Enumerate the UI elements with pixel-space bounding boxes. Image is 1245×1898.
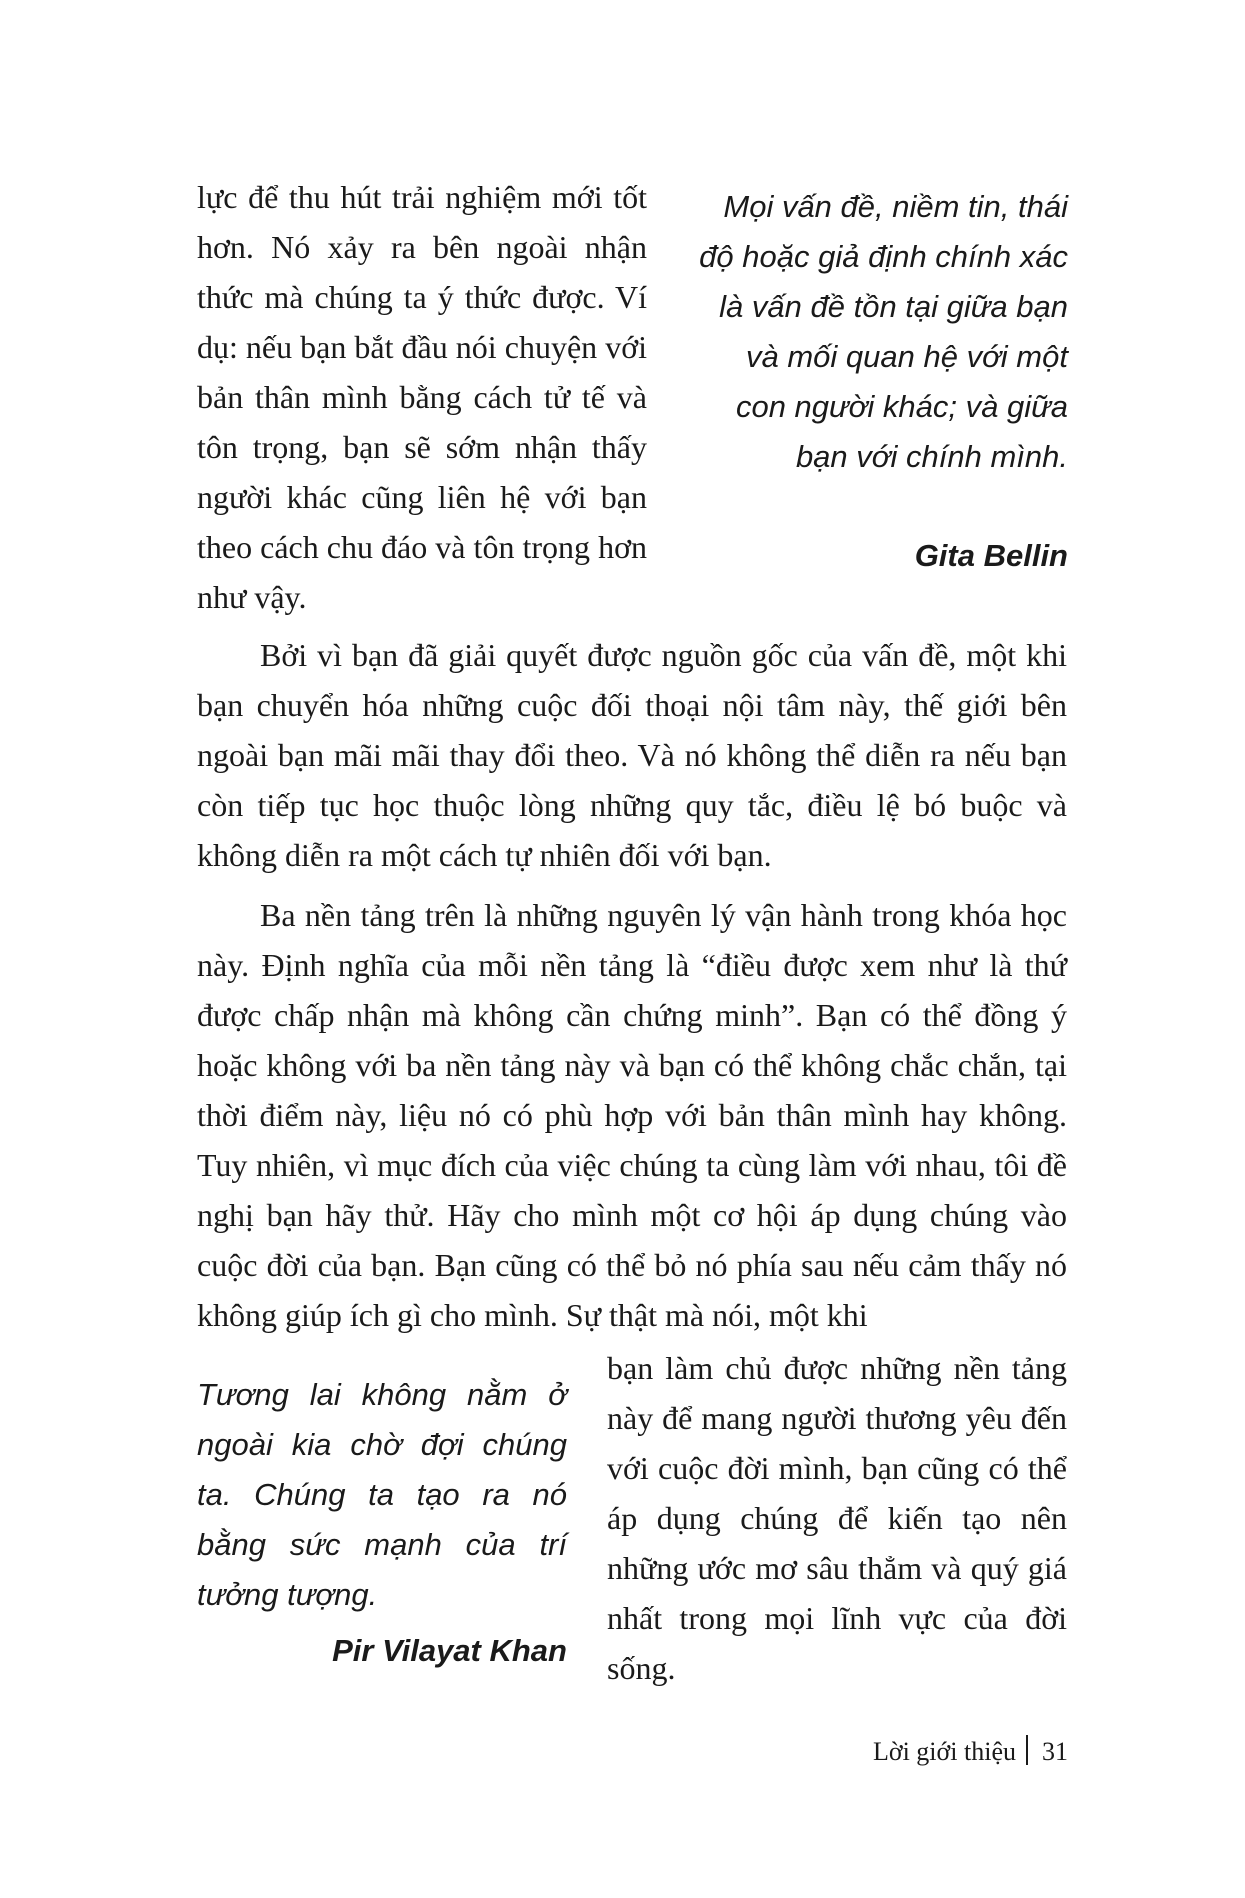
- paragraph-2: Ba nền tảng trên là những nguyên lý vận hành trong khóa học này. Định nghĩa của mỗi nền tảng là “điều được xem như là thứ được chấp nhận mà không cần chứng minh”. Bạn có thể đồng ý hoặc không với ba nền tảng này và bạn có thể không chắc chắn, tại thời điểm này, liệu nó có phù hợp với bản thân mình hay không. Tuy nhiên, vì mục đích của việc chúng ta cùng làm với nhau, tôi đề nghị bạn hãy thử. Hãy cho mình một cơ hội áp dụng chúng vào cuộc đời của bạn. Bạn cũng có thể bỏ nó phía sau nếu cảm thấy nó không giúp ích gì cho mình. Sự thật mà nói, một khi: [197, 897, 1067, 1333]
- page-footer: [700, 1735, 1068, 1767]
- body-text-bottom-right: bạn làm chủ được những nền tảng này để mang người thương yêu đến với cuộc đời mình, bạn cũng có thể áp dụng chúng để kiến tạo nên những ước mơ sâu thẳm và quý giá nhất trong mọi lĩnh vực của đời sống.: [607, 1350, 1067, 1686]
- pull-quote-bottom: Tương lai không nằm ở ngoài kia chờ đợi chúng ta. Chúng ta tạo ra nó bằng sức mạnh của trí tưởng tượng.: [197, 1377, 567, 1612]
- footer-divider: [1026, 1735, 1028, 1765]
- pull-quote-top: Mọi vấn đề, niềm tin, thái độ hoặc giả định chính xác là vấn đề tồn tại giữa bạn và mối quan hệ với một con người khác; và giữa bạn với chính mình.: [699, 189, 1068, 474]
- pull-quote-top-author: Gita Bellin: [914, 538, 1068, 573]
- pull-quote-bottom-author: Pir Vilayat Khan: [332, 1633, 567, 1668]
- footer-chapter-title: Lời giới thiệu: [872, 1737, 1016, 1766]
- page-number: 31: [1042, 1737, 1068, 1766]
- body-text-top-left: lực để thu hút trải nghiệm mới tốt hơn. Nó xảy ra bên ngoài nhận thức mà chúng ta ý thức được. Ví dụ: nếu bạn bắt đầu nói chuyện với bản thân mình bằng cách tử tế và tôn trọng, bạn sẽ sớm nhận thấy người khác cũng liên hệ với bạn theo cách chu đáo và tôn trọng hơn như vậy.: [197, 179, 647, 615]
- paragraph-1: Bởi vì bạn đã giải quyết được nguồn gốc của vấn đề, một khi bạn chuyển hóa những cuộc đối thoại nội tâm này, thế giới bên ngoài bạn mãi mãi thay đổi theo. Và nó không thể diễn ra nếu bạn còn tiếp tục học thuộc lòng những quy tắc, điều lệ bó buộc và không diễn ra một cách tự nhiên đối với bạn.: [197, 637, 1067, 873]
